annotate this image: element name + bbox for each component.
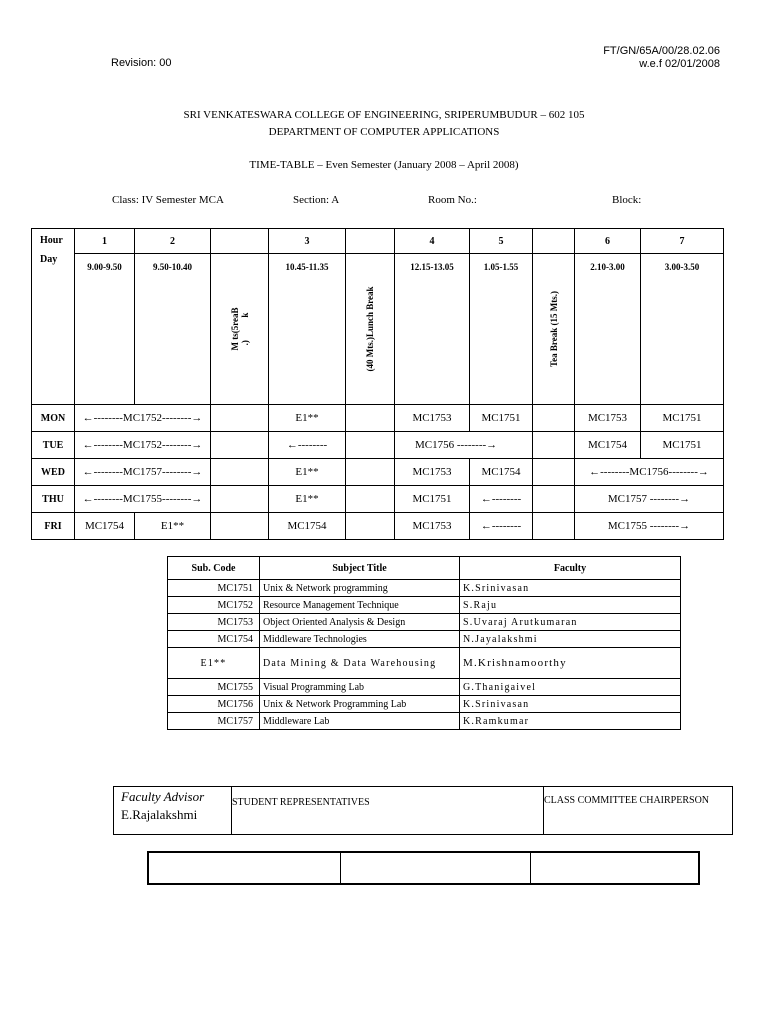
slot-wed-lunch: [346, 459, 395, 486]
chairperson-label: CLASS COMMITTEE CHAIRPERSON: [544, 795, 710, 806]
slot-fri-5: ←--------: [470, 513, 533, 540]
subject-code: E1**: [168, 648, 260, 679]
document-code: FT/GN/65A/00/28.02.06: [603, 45, 720, 57]
student-representatives-label: STUDENT REPRESENTATIVES: [232, 797, 370, 808]
subject-title: Object Oriented Analysis & Design: [260, 614, 460, 631]
morning-break: [211, 254, 269, 405]
slot-fri-3: MC1754: [269, 513, 346, 540]
slot-fri-6-7: MC1755 --------→: [575, 513, 724, 540]
slot-wed-6-7: ←--------MC1756--------→: [575, 459, 724, 486]
day-row-tue: [32, 432, 724, 459]
timetable-title: TIME-TABLE – Even Semester (January 2008 – April 2008): [249, 159, 519, 171]
slot-tue-break: [211, 432, 269, 459]
hour-7: 7: [641, 229, 724, 254]
subject-title: Unix & Network programming: [260, 580, 460, 597]
slot-thu-5: ←--------: [470, 486, 533, 513]
hour-6: 6: [575, 229, 641, 254]
day-row-thu: [32, 486, 724, 513]
subject-row: [168, 696, 681, 713]
hour-time-row: [32, 254, 724, 405]
slot-thu-break: [211, 486, 269, 513]
slot-thu-lunch: [346, 486, 395, 513]
slot-mon-tea: [533, 405, 575, 432]
slot-thu-6-7: MC1757 --------→: [575, 486, 724, 513]
subject-title: Unix & Network Programming Lab: [260, 696, 460, 713]
lunch-break-label: (40 Mts.)Lunch Break: [365, 286, 375, 372]
timetable-grid: [31, 228, 724, 540]
hour-4: 4: [395, 229, 470, 254]
hour-1: 1: [75, 229, 135, 254]
hour-label: Hour: [40, 235, 63, 246]
subject-code: MC1752: [168, 597, 260, 614]
slot-mon-lunch: [346, 405, 395, 432]
document-code-block: [580, 45, 720, 71]
tea-break: [533, 254, 575, 405]
subject-faculty: K.Srinivasan: [460, 696, 681, 713]
subject-faculty: M.Krishnamoorthy: [460, 648, 681, 679]
subject-title: Visual Programming Lab: [260, 679, 460, 696]
break-col-head: [211, 229, 269, 254]
tea-break-label: Tea Break (15 Mts.): [548, 291, 559, 367]
subject-row: [168, 597, 681, 614]
lunch-col-head: [346, 229, 395, 254]
day-row-wed: [32, 459, 724, 486]
time-5: 1.05-1.55: [470, 254, 533, 405]
time-4: 12.15-13.05: [395, 254, 470, 405]
subject-title: Middleware Lab: [260, 713, 460, 730]
subject-faculty: S.Raju: [460, 597, 681, 614]
slot-tue-6: MC1754: [575, 432, 641, 459]
slot-mon-5: MC1751: [470, 405, 533, 432]
slot-thu-tea: [533, 486, 575, 513]
subject-title: Data Mining & Data Warehousing: [260, 648, 460, 679]
slot-wed-break: [211, 459, 269, 486]
slot-thu-3: E1**: [269, 486, 346, 513]
faculty-advisor-title: Faculty Advisor: [121, 789, 205, 804]
faculty-header: Faculty: [460, 557, 681, 580]
slot-thu-4: MC1751: [395, 486, 470, 513]
slot-tue-lunch: [346, 432, 395, 459]
slot-fri-4: MC1753: [395, 513, 470, 540]
slot-fri-2: E1**: [135, 513, 211, 540]
time-3: 10.45-11.35: [269, 254, 346, 405]
subject-table: [167, 556, 681, 730]
subject-row: [168, 648, 681, 679]
student-representatives-cell: [231, 787, 544, 834]
subject-code: MC1756: [168, 696, 260, 713]
department-name: DEPARTMENT OF COMPUTER APPLICATIONS: [268, 126, 500, 138]
room-info: Room No.:: [428, 194, 477, 206]
time-1: 9.00-9.50: [75, 254, 135, 405]
slot-wed-3: E1**: [269, 459, 346, 486]
subject-faculty: G.Thanigaivel: [460, 679, 681, 696]
slot-wed-4: MC1753: [395, 459, 470, 486]
section-info: Section: A: [293, 194, 340, 206]
subject-faculty: N.Jayalakshmi: [460, 631, 681, 648]
day-label-mon: MON: [32, 405, 75, 432]
day-label-wed: WED: [32, 459, 75, 486]
subject-faculty: K.Ramkumar: [460, 713, 681, 730]
subject-header-row: [168, 557, 681, 580]
slot-mon-1-2: ←--------MC1752--------→: [75, 405, 211, 432]
morning-break-label: M ts(5reaB .) k: [229, 307, 250, 351]
subject-code: MC1754: [168, 631, 260, 648]
time-2: 9.50-10.40: [135, 254, 211, 405]
subject-code: MC1751: [168, 580, 260, 597]
slot-fri-break: [211, 513, 269, 540]
time-6: 2.10-3.00: [575, 254, 641, 405]
hour-5: 5: [470, 229, 533, 254]
tea-col-head: [533, 229, 575, 254]
blank-divider: [340, 853, 341, 883]
slot-thu-1-2: ←--------MC1755--------→: [75, 486, 211, 513]
slot-mon-6: MC1753: [575, 405, 641, 432]
time-7: 3.00-3.50: [641, 254, 724, 405]
slot-tue-1-2: ←--------MC1752--------→: [75, 432, 211, 459]
faculty-advisor-name: E.Rajalakshmi: [121, 807, 198, 822]
day-row-mon: [32, 405, 724, 432]
day-row-fri: [32, 513, 724, 540]
day-label-fri: FRI: [32, 513, 75, 540]
hour-day-corner: [32, 229, 75, 405]
slot-fri-1: MC1754: [75, 513, 135, 540]
hour-3: 3: [269, 229, 346, 254]
slot-mon-7: MC1751: [641, 405, 724, 432]
day-label-thu: THU: [32, 486, 75, 513]
subject-title: Middleware Technologies: [260, 631, 460, 648]
college-name: SRI VENKATESWARA COLLEGE OF ENGINEERING, SRIPERUMBUDUR – 602 105: [183, 109, 585, 121]
hour-number-row: [32, 229, 724, 254]
blank-signature-row: [147, 851, 700, 885]
hour-2: 2: [135, 229, 211, 254]
subject-row: [168, 580, 681, 597]
subject-faculty: S.Uvaraj Arutkumaran: [460, 614, 681, 631]
slot-wed-1-2: ←--------MC1757--------→: [75, 459, 211, 486]
day-label: Day: [40, 254, 58, 265]
subject-code: MC1753: [168, 614, 260, 631]
slot-mon-3: E1**: [269, 405, 346, 432]
subject-code: MC1757: [168, 713, 260, 730]
slot-fri-lunch: [346, 513, 395, 540]
blank-divider: [530, 853, 531, 883]
slot-wed-tea: [533, 459, 575, 486]
slot-mon-break: [211, 405, 269, 432]
slot-mon-4: MC1753: [395, 405, 470, 432]
subject-row: [168, 631, 681, 648]
day-label-tue: TUE: [32, 432, 75, 459]
subject-row: [168, 713, 681, 730]
slot-fri-tea: [533, 513, 575, 540]
lunch-break: [346, 254, 395, 405]
subject-code-header: Sub. Code: [168, 557, 260, 580]
subject-row: [168, 679, 681, 696]
slot-tue-4-5: MC1756 --------→: [395, 432, 533, 459]
revision-label: Revision: 00: [111, 57, 172, 69]
subject-title: Resource Management Technique: [260, 597, 460, 614]
signature-table: [113, 786, 733, 835]
faculty-advisor-cell: [114, 787, 231, 834]
subject-title-header: Subject Title: [260, 557, 460, 580]
subject-row: [168, 614, 681, 631]
chairperson-cell: [543, 787, 733, 834]
slot-tue-3: ←--------: [269, 432, 346, 459]
slot-tue-7: MC1751: [641, 432, 724, 459]
class-info: Class: IV Semester MCA: [112, 194, 224, 206]
subject-code: MC1755: [168, 679, 260, 696]
effective-date: w.e.f 02/01/2008: [639, 58, 720, 70]
slot-wed-5: MC1754: [470, 459, 533, 486]
subject-faculty: K.Srinivasan: [460, 580, 681, 597]
block-info: Block:: [612, 194, 642, 206]
slot-tue-tea: [533, 432, 575, 459]
